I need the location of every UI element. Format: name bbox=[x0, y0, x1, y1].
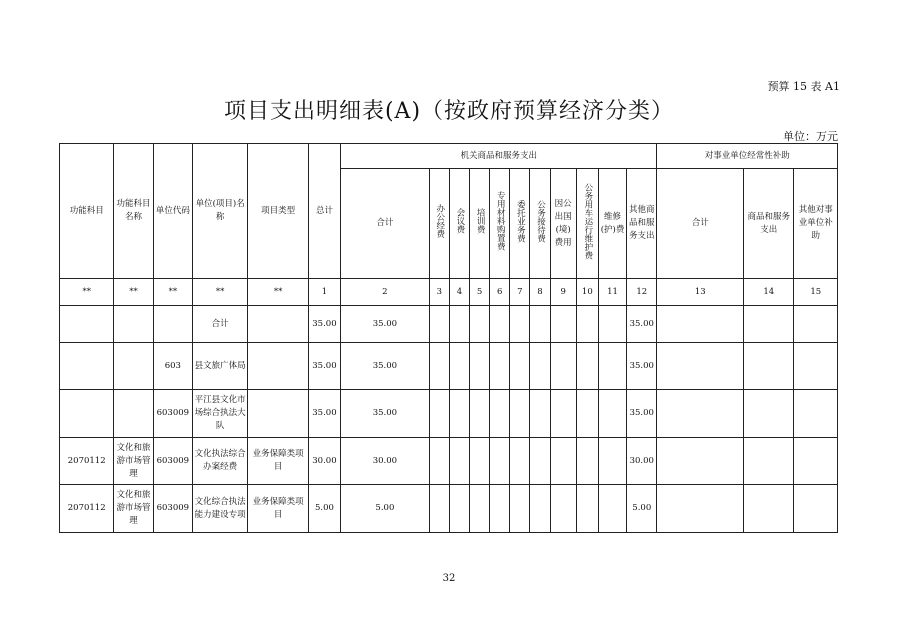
cell-func-code bbox=[60, 306, 114, 343]
cell-func-name bbox=[114, 306, 153, 343]
table-row bbox=[60, 485, 838, 533]
header-subsidy-other: 其他对事业单位补助 bbox=[794, 169, 838, 279]
cell-total: 30.00 bbox=[308, 438, 340, 485]
cell-func-name bbox=[114, 390, 153, 438]
index-cell: 4 bbox=[449, 279, 469, 306]
index-cell: ** bbox=[192, 279, 247, 306]
cell-g-meeting bbox=[449, 306, 469, 343]
header-materials: 专用材料购置费 bbox=[490, 169, 510, 279]
cell-g-materials bbox=[490, 390, 510, 438]
cell-s-goods bbox=[744, 485, 794, 533]
cell-s-goods bbox=[744, 438, 794, 485]
index-cell: 12 bbox=[627, 279, 657, 306]
cell-total: 35.00 bbox=[308, 306, 340, 343]
cell-func-name: 文化和旅游市场管理 bbox=[114, 438, 153, 485]
cell-s-total bbox=[657, 438, 744, 485]
cell-g-office bbox=[429, 343, 449, 390]
header-group-goods-services: 机关商品和服务支出 bbox=[341, 144, 657, 169]
cell-s-goods bbox=[744, 306, 794, 343]
cell-g-training bbox=[470, 343, 490, 390]
cell-g-office bbox=[429, 485, 449, 533]
header-unit-code: 单位代码 bbox=[153, 144, 192, 279]
cell-s-other bbox=[794, 438, 838, 485]
header-vehicle: 公务用车运行维护费 bbox=[576, 169, 598, 279]
cell-g-total: 5.00 bbox=[341, 485, 430, 533]
cell-g-office bbox=[429, 438, 449, 485]
cell-g-materials bbox=[490, 438, 510, 485]
header-other-goods: 其他商品和服务支出 bbox=[627, 169, 657, 279]
cell-proj-type: 业务保障类项目 bbox=[248, 438, 308, 485]
header-commission: 委托业务费 bbox=[510, 169, 530, 279]
table-code: 预算 15 表 A1 bbox=[767, 80, 840, 93]
index-cell: 5 bbox=[470, 279, 490, 306]
index-cell: 8 bbox=[530, 279, 550, 306]
cell-s-goods bbox=[744, 343, 794, 390]
index-cell: 10 bbox=[576, 279, 598, 306]
index-cell: 1 bbox=[308, 279, 340, 306]
index-cell: ** bbox=[248, 279, 308, 306]
cell-g-repair bbox=[598, 390, 626, 438]
cell-g-abroad bbox=[550, 438, 576, 485]
budget-table bbox=[59, 143, 838, 533]
header-unit-name: 单位(项目)名称 bbox=[192, 144, 247, 279]
cell-proj-type bbox=[248, 390, 308, 438]
cell-unit-name: 县文旅广体局 bbox=[192, 343, 247, 390]
cell-g-vehicle bbox=[576, 306, 598, 343]
cell-g-vehicle bbox=[576, 390, 598, 438]
cell-g-total: 35.00 bbox=[341, 306, 430, 343]
cell-g-training bbox=[470, 306, 490, 343]
cell-func-code: 2070112 bbox=[60, 485, 114, 533]
header-subsidy-goods: 商品和服务支出 bbox=[744, 169, 794, 279]
cell-g-meeting bbox=[449, 390, 469, 438]
index-cell: 2 bbox=[341, 279, 430, 306]
cell-g-commission bbox=[510, 390, 530, 438]
cell-g-commission bbox=[510, 306, 530, 343]
cell-g-meeting bbox=[449, 485, 469, 533]
cell-g-reception bbox=[530, 306, 550, 343]
cell-g-other: 30.00 bbox=[627, 438, 657, 485]
index-cell: 15 bbox=[794, 279, 838, 306]
header-meeting: 会议费 bbox=[449, 169, 469, 279]
header-goods-total: 合计 bbox=[341, 169, 430, 279]
cell-total: 35.00 bbox=[308, 343, 340, 390]
cell-g-abroad bbox=[550, 343, 576, 390]
index-cell: ** bbox=[114, 279, 153, 306]
cell-s-other bbox=[794, 343, 838, 390]
table-row bbox=[60, 390, 838, 438]
cell-unit-code: 603009 bbox=[153, 438, 192, 485]
cell-g-reception bbox=[530, 390, 550, 438]
cell-unit-name: 平江县文化市场综合执法大队 bbox=[192, 390, 247, 438]
cell-g-other: 35.00 bbox=[627, 343, 657, 390]
cell-g-abroad bbox=[550, 390, 576, 438]
cell-g-materials bbox=[490, 306, 510, 343]
cell-g-materials bbox=[490, 343, 510, 390]
cell-g-meeting bbox=[449, 438, 469, 485]
index-cell: 9 bbox=[550, 279, 576, 306]
table-row bbox=[60, 438, 838, 485]
header-total: 总计 bbox=[308, 144, 340, 279]
cell-unit-name: 文化执法综合办案经费 bbox=[192, 438, 247, 485]
cell-g-other: 35.00 bbox=[627, 390, 657, 438]
cell-s-total bbox=[657, 390, 744, 438]
header-office: 办公经费 bbox=[429, 169, 449, 279]
cell-g-other: 35.00 bbox=[627, 306, 657, 343]
cell-proj-type bbox=[248, 306, 308, 343]
cell-g-reception bbox=[530, 438, 550, 485]
cell-s-other bbox=[794, 485, 838, 533]
table-row bbox=[60, 343, 838, 390]
cell-g-commission bbox=[510, 485, 530, 533]
header-training: 培训费 bbox=[470, 169, 490, 279]
header-reception: 公务接待费 bbox=[530, 169, 550, 279]
index-cell: ** bbox=[60, 279, 114, 306]
cell-g-repair bbox=[598, 343, 626, 390]
cell-g-vehicle bbox=[576, 343, 598, 390]
cell-g-commission bbox=[510, 343, 530, 390]
index-cell: 11 bbox=[598, 279, 626, 306]
cell-g-materials bbox=[490, 485, 510, 533]
cell-g-reception bbox=[530, 485, 550, 533]
index-cell: 13 bbox=[657, 279, 744, 306]
cell-g-training bbox=[470, 390, 490, 438]
header-project-type: 项目类型 bbox=[248, 144, 308, 279]
cell-unit-code bbox=[153, 306, 192, 343]
unit-label: 单位：万元 bbox=[783, 130, 838, 143]
cell-g-other: 5.00 bbox=[627, 485, 657, 533]
cell-unit-name: 文化综合执法能力建设专项 bbox=[192, 485, 247, 533]
cell-func-code bbox=[60, 343, 114, 390]
cell-s-other bbox=[794, 390, 838, 438]
header-abroad: 因公出国(境)费用 bbox=[550, 169, 576, 279]
cell-g-abroad bbox=[550, 306, 576, 343]
cell-proj-type: 业务保障类项目 bbox=[248, 485, 308, 533]
header-repair: 维修(护)费 bbox=[598, 169, 626, 279]
header-group-subsidy: 对事业单位经常性补助 bbox=[657, 144, 838, 169]
cell-g-vehicle bbox=[576, 438, 598, 485]
cell-func-code: 2070112 bbox=[60, 438, 114, 485]
index-row bbox=[60, 279, 838, 306]
cell-total: 5.00 bbox=[308, 485, 340, 533]
cell-g-reception bbox=[530, 343, 550, 390]
index-cell: 6 bbox=[490, 279, 510, 306]
cell-proj-type bbox=[248, 343, 308, 390]
index-cell: 3 bbox=[429, 279, 449, 306]
cell-unit-name: 合计 bbox=[192, 306, 247, 343]
cell-func-name: 文化和旅游市场管理 bbox=[114, 485, 153, 533]
cell-unit-code: 603009 bbox=[153, 485, 192, 533]
index-cell: ** bbox=[153, 279, 192, 306]
index-cell: 14 bbox=[744, 279, 794, 306]
cell-total: 35.00 bbox=[308, 390, 340, 438]
cell-s-total bbox=[657, 485, 744, 533]
cell-unit-code: 603009 bbox=[153, 390, 192, 438]
cell-g-abroad bbox=[550, 485, 576, 533]
page-number: 32 bbox=[442, 573, 456, 584]
document-title: 项目支出明细表(A)（按政府预算经济分类） bbox=[223, 99, 675, 124]
cell-g-training bbox=[470, 485, 490, 533]
index-cell: 7 bbox=[510, 279, 530, 306]
cell-g-repair bbox=[598, 306, 626, 343]
cell-s-total bbox=[657, 306, 744, 343]
cell-g-training bbox=[470, 438, 490, 485]
table-row bbox=[60, 306, 838, 343]
cell-g-vehicle bbox=[576, 485, 598, 533]
cell-g-meeting bbox=[449, 343, 469, 390]
cell-g-office bbox=[429, 306, 449, 343]
cell-g-repair bbox=[598, 485, 626, 533]
cell-g-total: 35.00 bbox=[341, 343, 430, 390]
header-subsidy-total: 合计 bbox=[657, 169, 744, 279]
cell-s-other bbox=[794, 306, 838, 343]
cell-g-repair bbox=[598, 438, 626, 485]
header-func-code: 功能科目 bbox=[60, 144, 114, 279]
cell-func-code bbox=[60, 390, 114, 438]
cell-unit-code: 603 bbox=[153, 343, 192, 390]
cell-g-office bbox=[429, 390, 449, 438]
header-func-name: 功能科目名称 bbox=[114, 144, 153, 279]
cell-func-name bbox=[114, 343, 153, 390]
cell-g-total: 30.00 bbox=[341, 438, 430, 485]
cell-g-total: 35.00 bbox=[341, 390, 430, 438]
cell-s-goods bbox=[744, 390, 794, 438]
cell-s-total bbox=[657, 343, 744, 390]
cell-g-commission bbox=[510, 438, 530, 485]
